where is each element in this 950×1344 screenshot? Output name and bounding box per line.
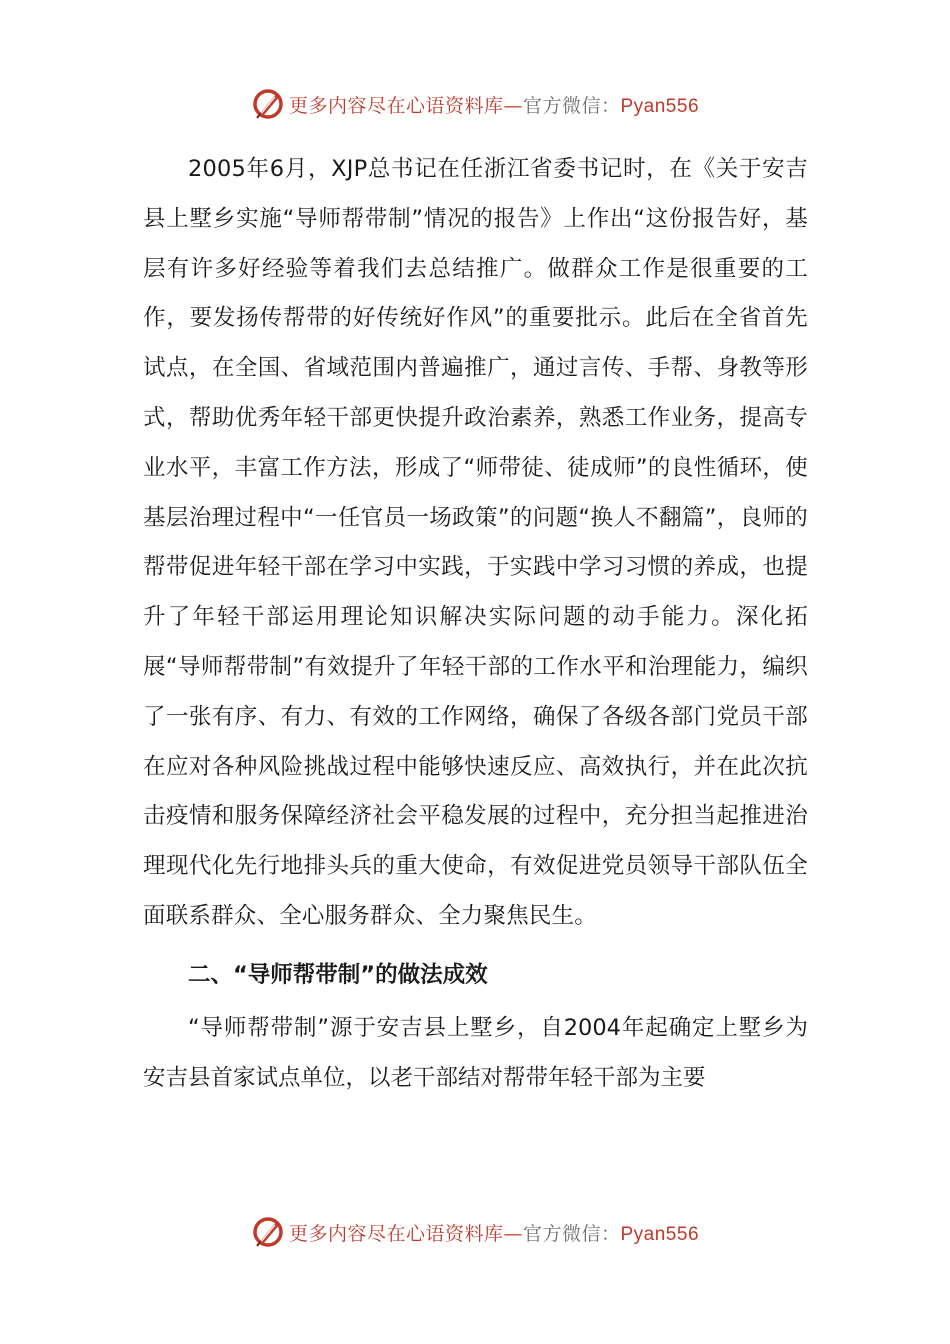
body-paragraph-2: “导师帮带制”源于安吉县上墅乡，自2004年起确定上墅乡为安吉县首家试点单位，以老干部结对帮带年轻干部为主要 (143, 1014, 808, 1091)
header-dash: — (503, 94, 523, 117)
footer-wechat-id: Pyan556 (620, 1223, 700, 1245)
footer-banner (0, 1212, 950, 1252)
header-banner (0, 84, 950, 124)
header-site-text: 更多内容尽在心语资料库 (288, 94, 504, 117)
footer-site-text: 更多内容尽在心语资料库 (288, 1222, 504, 1245)
footer-banner-text (289, 1219, 699, 1246)
quill-logo-icon (251, 87, 285, 121)
header-wechat-id: Pyan556 (620, 95, 700, 117)
footer-dash: — (503, 1222, 523, 1245)
quill-logo-icon (251, 1215, 285, 1249)
body-paragraph-1: 2005年6月，XJP总书记在任浙江省委书记时，在《关于安吉县上墅乡实施“导师帮带制”情况的报告》上作出“这份报告好，基层有许多好经验等着我们去总结推广。做群众工作是很重要的工作，要发扬传帮带的好传统好作风”的重要批示。此后在全省首先试点，在全国、省域范围内普遍推广，通过言传、手帮、身教等形式，帮助优秀年轻干部更快提升政治素养，熟悉工作业务，提高专业水平，丰富工作方法，形成了“师带徒、徒成师”的良性循环，使基层治理过程中“一任官员一场政策”的问题“换人不翻篇”，良师的帮带促进年轻干部在学习中实践，于实践中学习习惯的养成，也提升了年轻干部运用理论知识解决实际问题的动手能力。深化拓展“导师帮带制”有效提升了年轻干部的工作水平和治理能力，编织了一张有序、有力、有效的工作网络，确保了各级各部门党员干部在应对各种风险挑战过程中能够快速反应、高效执行，并在此次抗击疫情和服务保障经济社会平稳发展的过程中，充分担当起推进治理现代化先行地排头兵的重大使命，有效促进党员领导干部队伍全面联系群众、全心服务群众、全力聚焦民生。 (143, 156, 808, 929)
section-heading: 二、“导师帮带制”的做法成效 (188, 961, 488, 988)
document-body (143, 145, 808, 1103)
header-wechat-label: 官方微信： (522, 94, 621, 117)
header-banner-text (289, 91, 699, 118)
footer-wechat-label: 官方微信： (522, 1222, 621, 1245)
